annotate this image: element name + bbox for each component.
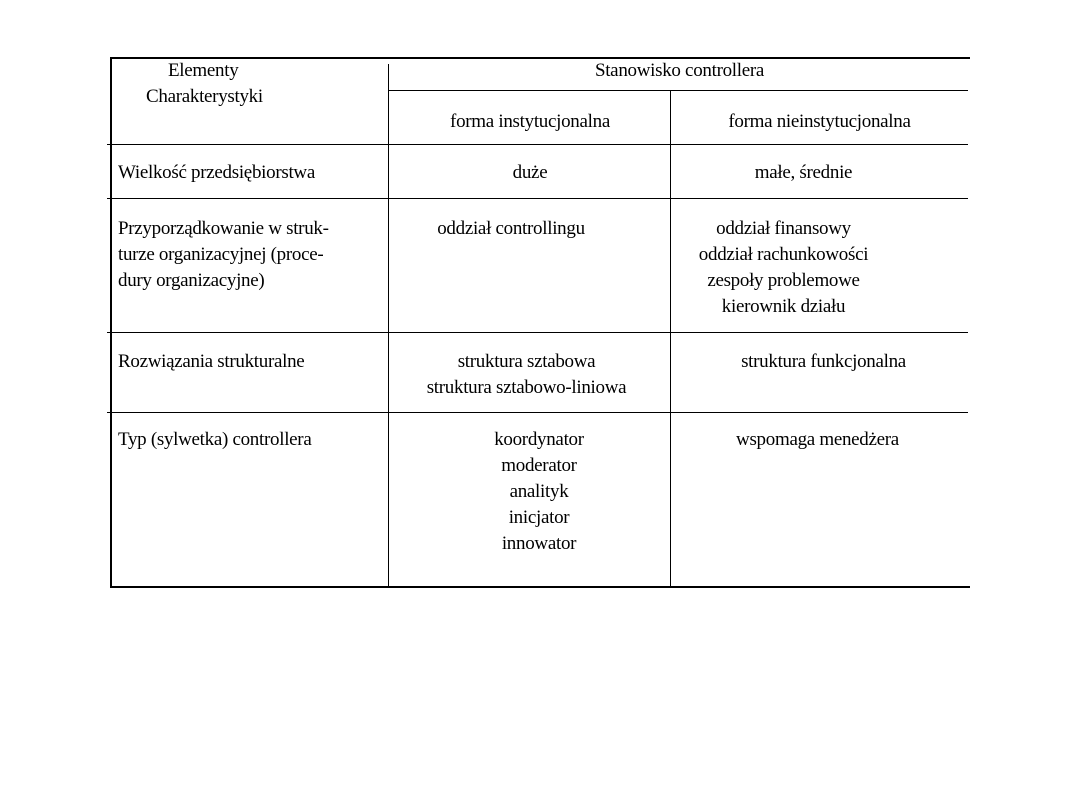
row-4-institutional-line: inicjator bbox=[508, 507, 570, 528]
row-3-label bbox=[118, 349, 304, 375]
row-4-institutional bbox=[389, 427, 689, 557]
row-2-label-line: Przyporządkowanie w struk- bbox=[118, 218, 329, 239]
row-4-institutional-line: innowator bbox=[501, 533, 577, 554]
row-1-label-line: Wielkość przedsiębiorstwa bbox=[118, 162, 315, 183]
header-col-institutional: forma instytucjonalna bbox=[450, 111, 610, 132]
row-3-label-line: Rozwiązania strukturalne bbox=[118, 351, 305, 372]
row-divider-4 bbox=[107, 412, 968, 413]
header-subdivider bbox=[389, 90, 968, 91]
row-2-label-line: turze organizacyjnej (proce- bbox=[118, 244, 324, 265]
row-4-label bbox=[118, 427, 311, 453]
row-4-noninstitutional bbox=[671, 427, 964, 453]
row-2-noninstitutional-line: kierownik działu bbox=[721, 296, 846, 317]
row-1-noninstitutional bbox=[671, 160, 936, 186]
row-4-institutional-line: koordynator bbox=[494, 429, 584, 450]
row-1-institutional bbox=[389, 160, 671, 186]
row-divider-1 bbox=[107, 144, 968, 145]
row-4-label-line: Typ (sylwetka) controllera bbox=[118, 429, 312, 450]
row-1-institutional-line: duże bbox=[512, 162, 548, 183]
row-2-noninstitutional-line: oddział rachunkowości bbox=[698, 244, 869, 265]
row-4-institutional-line: moderator bbox=[501, 455, 577, 476]
row-3-institutional-line: struktura sztabowa bbox=[457, 351, 596, 372]
row-2-noninstitutional bbox=[671, 216, 896, 320]
table-left-border bbox=[110, 57, 112, 587]
row-3-institutional-line: struktura sztabowo-liniowa bbox=[426, 377, 627, 398]
table-bottom-border bbox=[110, 586, 970, 588]
row-3-noninstitutional bbox=[671, 349, 976, 375]
row-divider-2 bbox=[107, 198, 968, 199]
header-elements: Elementy bbox=[168, 60, 239, 81]
header-group-title: Stanowisko controllera bbox=[594, 60, 765, 81]
row-3-institutional bbox=[389, 349, 664, 401]
row-1-noninstitutional-line: małe, średnie bbox=[754, 162, 853, 183]
row-divider-3 bbox=[107, 332, 968, 333]
row-1-label bbox=[118, 160, 315, 186]
header-characteristics: Charakterystyki bbox=[146, 86, 263, 107]
row-2-label bbox=[118, 216, 329, 294]
row-2-label-line: dury organizacyjne) bbox=[118, 270, 265, 291]
row-4-institutional-line: analityk bbox=[509, 481, 569, 502]
row-4-noninstitutional-line: wspomaga menedżera bbox=[736, 429, 899, 450]
row-2-noninstitutional-line: zespoły problemowe bbox=[707, 270, 860, 291]
header-col-noninstitutional: forma nieinstytucjonalna bbox=[728, 111, 911, 132]
row-2-institutional bbox=[389, 216, 633, 242]
row-2-institutional-line: oddział controllingu bbox=[437, 218, 585, 239]
row-2-noninstitutional-line: oddział finansowy bbox=[716, 218, 851, 239]
row-3-noninstitutional-line: struktura funkcjonalna bbox=[741, 351, 906, 372]
